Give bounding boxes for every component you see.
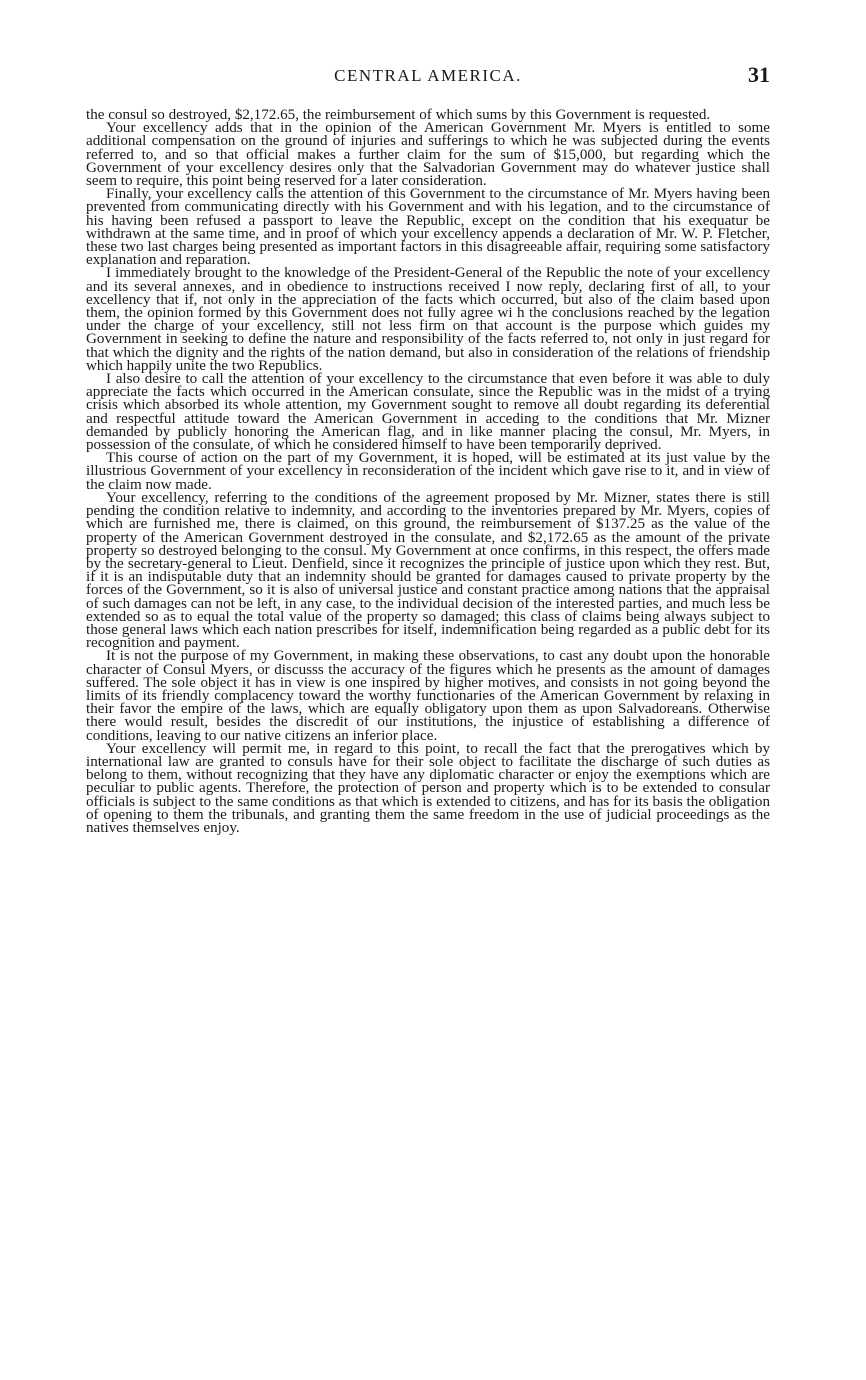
running-head	[86, 62, 770, 90]
paragraph: I also desire to call the attention of your excellency to the circumstance that even before it was able to duly appreciate the facts which occurred in the American consulate, since the Republic was in the midst of a trying crisis which absorbed its whole attention, my Government sought to remove all doubt regarding its deferential and respectful attitude toward the American Government in acceding to the conditions that Mr. Mizner demanded by publicly honoring the American flag, and in like manner placing the consul, Mr. Myers, in possession of the consulate, of which he considered himself to have been temporarily deprived.	[86, 371, 770, 454]
paragraph: the consul so destroyed, $2,172.65, the reimbursement of which sums by this Government is requested.	[86, 107, 711, 123]
paragraph: This course of action on the part of my Government, it is hoped, will be estimated at its just value by the illustrious Government of your excellency in reconsideration of the incident which gave rise to it, and in view of the claim now made.	[86, 450, 770, 493]
paragraph: Finally, your excellency calls the attention of this Government to the circumstance of Mr. Myers having been prevented from communicating directly with his Government and with his legation, and to the circumstance of his having been refused a passport to leave the Republic, except on the condition that his exequatur be withdrawn at the same time, and in proof of which your excellency appends a declaration of Mr. W. P. Fletcher, these two last charges being presented as important factors in this disagreeable affair, requiring some satisfactory explanation and reparation.	[86, 186, 770, 269]
running-title: CENTRAL AMERICA.	[334, 66, 522, 85]
paragraph: Your excellency will permit me, in regard to this point, to recall the fact that the prerogatives which by international law are granted to consuls have for their sole object to facilitate the discharge of such duties as belong to them, without recognizing that they have any diplomatic character or enjoy the exemptions which are peculiar to public agents. Therefore, the protection of person and property which is to be extended to consular officials is subject to the same conditions as that which is extended to citizens, and has for its basis the obligation of opening to them the tribunals, and granting them the same freedom in the use of judicial proceedings as the natives themselves enjoy.	[86, 740, 770, 836]
paragraph: Your excellency adds that in the opinion of the American Government Mr. Myers is entitled to some additional compensation on the ground of injuries and sufferings to which he was subjected during the events referred to, and so that official makes a further claim for the sum of $15,000, but regarding which the Government of your excellency desires only that the Salvadorian Government may do whatever justice shall seem to require, this point being reserved for a later consideration.	[86, 120, 770, 190]
page-number: 31	[748, 62, 770, 87]
paragraph: Your excellency, referring to the conditions of the agreement proposed by Mr. Mizner, states there is still pending the condition relative to indemnity, and according to the inventories prepared by Mr. Myers, copies of which are furnished me, there is claimed, on this ground, the reimbursement of $137.25 as the value of the property of the American Government destroyed in the consulate, and $2,172.65 as the amount of the private property so destroyed belonging to the consul. My Government at once confirms, in this respect, the offers made by the secretary-general to Lieut. Denfield, since it recognizes the principle of justice upon which they rest. But, if it is an indisputable duty that an indemnity should be granted for damages caused to private property by the forces of the Government, so it is also of universal justice and constant practice among nations that the appraisal of such damages can not be left, in any case, to the individual decision of the interested parties, and much less be extended so as to equal the total value of the property so damaged; this class of claims being always subject to those general laws which each nation prescribes for itself, indemnification being regarded as a public debt for its recognition and payment.	[86, 489, 770, 652]
body-text	[86, 109, 770, 835]
paragraph: It is not the purpose of my Government, in making these observations, to cast any doubt upon the honorable character of Consul Myers, or discusss the accuracy of the figures which he presents as the amount of damages suffered. The sole object it has in view is one inspired by higher motives, and consists in not going beyond the limits of its friendly complacency toward the worthy functionaries of the American Government by relaxing in their favor the empire of the laws, which are equally obligatory upon them as upon Salvadoreans. Otherwise there would result, besides the discredit of our institutions, the injustice of establishing a difference of conditions, leaving to our native citizens an inferior place.	[86, 648, 770, 744]
paragraph: I immediately brought to the knowledge of the President-General of the Republic the note of your excellency and its several annexes, and in obedience to instructions received I now reply, declaring first of all, to your excellency that if, not only in the appreciation of the facts which occurred, but also of the claim based upon them, the opinion formed by this Government does not fully agree wi h the conclusions reached by the legation under the charge of your excellency, still not less firm on that account is the purpose which guides my Government in seeking to define the nature and responsibility of the facts referred to, not only in just regard for that which the dignity and the rights of the nation demand, but also in consideration of the relations of friendship which happily unite the two Republics.	[86, 265, 770, 374]
